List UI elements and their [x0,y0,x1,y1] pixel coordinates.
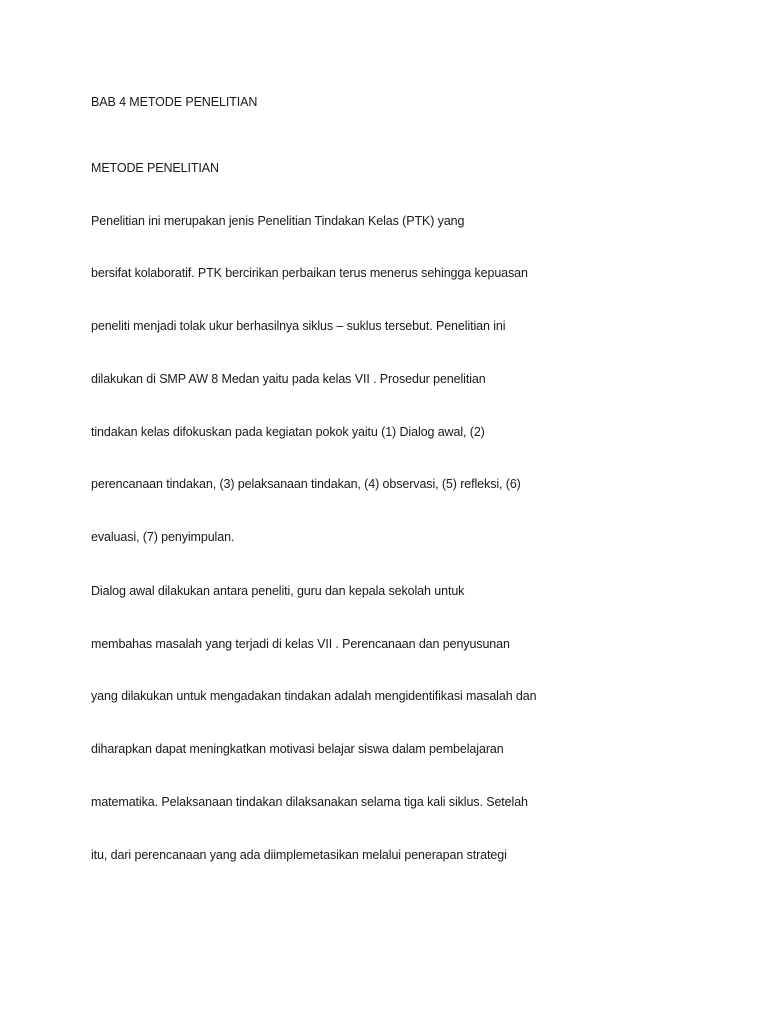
paragraph-1-line-5: tindakan kelas difokuskan pada kegiatan pokok yaitu (1) Dialog awal, (2) [91,425,485,439]
document-heading: BAB 4 METODE PENELITIAN [91,95,258,109]
paragraph-1-line-3: peneliti menjadi tolak ukur berhasilnya siklus – suklus tersebut. Penelitian ini [91,319,506,333]
paragraph-2-line-4: diharapkan dapat meningkatkan motivasi belajar siswa dalam pembelajaran [91,742,504,756]
paragraph-1-line-2: bersifat kolaboratif. PTK bercirikan perbaikan terus menerus sehingga kepuasan [91,266,528,280]
paragraph-1-line-6: perencanaan tindakan, (3) pelaksanaan tindakan, (4) observasi, (5) refleksi, (6) [91,477,521,491]
paragraph-1-line-7: evaluasi, (7) penyimpulan. [91,530,235,544]
paragraph-1-line-1: Penelitian ini merupakan jenis Penelitian Tindakan Kelas (PTK) yang [91,214,465,228]
paragraph-2-line-1: Dialog awal dilakukan antara peneliti, guru dan kepala sekolah untuk [91,584,465,598]
paragraph-2-line-3: yang dilakukan untuk mengadakan tindakan adalah mengidentifikasi masalah dan [91,689,537,703]
paragraph-2-line-5: matematika. Pelaksanaan tindakan dilaksanakan selama tiga kali siklus. Setelah [91,795,528,809]
section-heading: METODE PENELITIAN [91,161,219,175]
paragraph-2-line-2: membahas masalah yang terjadi di kelas VII . Perencanaan dan penyusunan [91,637,510,651]
paragraph-1-line-4: dilakukan di SMP AW 8 Medan yaitu pada kelas VII . Prosedur penelitian [91,372,486,386]
paragraph-2-line-6: itu, dari perencanaan yang ada diimplemetasikan melalui penerapan strategi [91,848,507,862]
